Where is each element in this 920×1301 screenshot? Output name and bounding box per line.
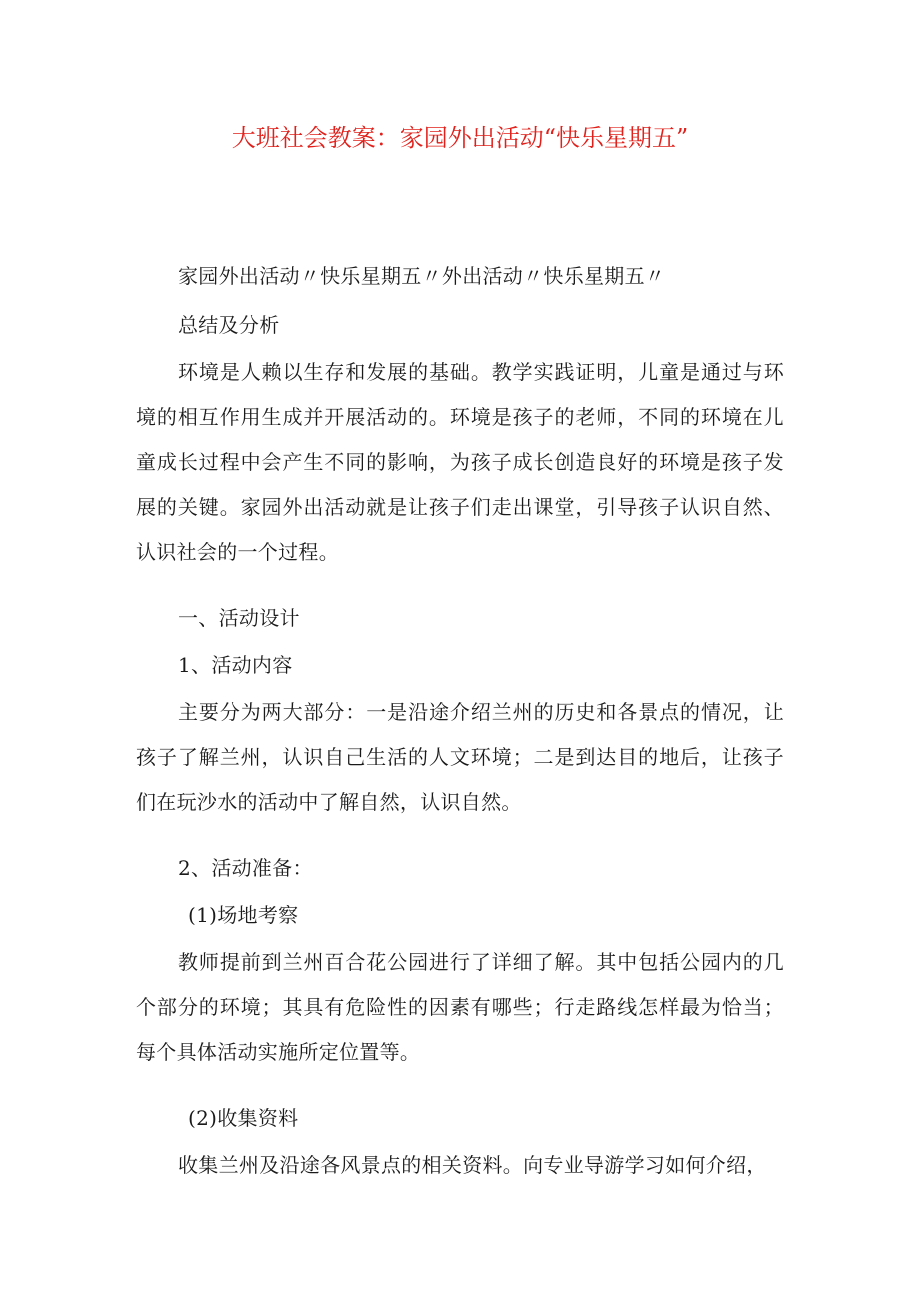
subheading-collect-materials: (2)收集资料 xyxy=(188,1106,299,1130)
subheading-site-inspection: (1)场地考察 xyxy=(188,903,299,927)
intro-paragraph: 环境是人赖以生存和发展的基础。教学实践证明，儿童是通过与环境的相互作用生成并开展活动的。环境是孩子的老师，不同的环境在儿童成长过程中会产生不同的影响，为孩子成长创造良好的环境是孩子发展的关键。家园外出活动就是让孩子们走出课堂，引导孩子认识自然、认识社会的一个过程。 xyxy=(136,360,784,564)
content-paragraph: 主要分为两大部分：一是沿途介绍兰州的历史和各景点的情况，让孩子了解兰州，认识自己生活的人文环境；二是到达目的地后，让孩子们在玩沙水的活动中了解自然，认识自然。 xyxy=(136,700,784,814)
collect-materials-paragraph: 收集兰州及沿途各风景点的相关资料。向专业导游学习如何介绍， xyxy=(178,1153,767,1177)
subheading-preparation: 2、活动准备： xyxy=(178,856,313,880)
site-inspection-paragraph: 教师提前到兰州百合花公园进行了详细了解。其中包括公园内的几个部分的环境；其具有危险性的因素有哪些；行走路线怎样最为恰当；每个具体活动实施所定位置等。 xyxy=(136,950,784,1064)
subtitle-line: 家园外出活动〃快乐星期五〃外出活动〃快乐星期五〃 xyxy=(178,264,666,288)
document-body xyxy=(136,254,784,1209)
document-title: 大班社会教案：家园外出活动“快乐星期五” xyxy=(231,124,689,152)
section-heading-summary: 总结及分析 xyxy=(178,313,280,337)
section-heading-design: 一、活动设计 xyxy=(178,606,300,630)
subheading-content: 1、活动内容 xyxy=(178,653,293,677)
